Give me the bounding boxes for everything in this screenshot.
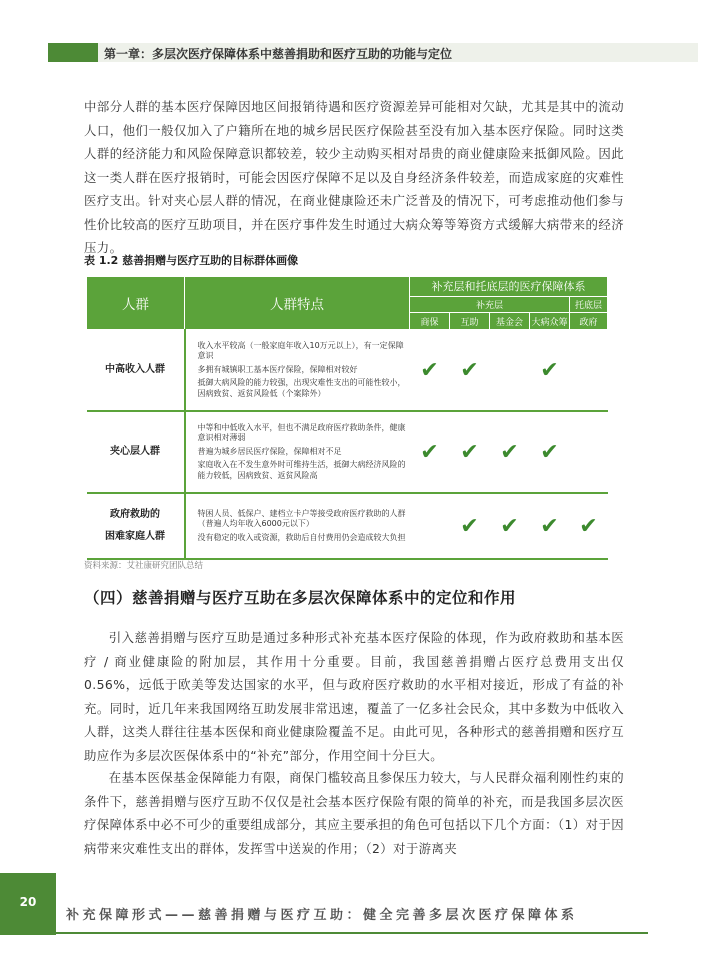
check-cell (410, 493, 450, 559)
paragraph-2: 引入慈善捐赠与医疗互助是通过多种形式补充基本医疗保险的体现，作为政府救助和基本医疗 / 商业健康险的附加层，其作用十分重要。目前，我国慈善捐赠占医疗总费用支出仅 0.56%，远低于欧美等发达国家的水平，但与政府医疗救助的水平相对接近，形成了有益的补充。同时，近几年来我国网络互助发展非常迅速，覆盖了一亿多社会民众，其中多数为中低收入人群，这类人群往往基本医保和商业健康险覆盖不足。由此可见，各种形式的慈善捐赠和医疗互助应作为多层次医保体系中的“补充”部分，作用空间十分巨大。 (84, 630, 624, 763)
feature-item: 家庭收入在不发生意外时可维持生活，抵御大病经济风险的能力较低，因病致贫、返贫风险高 (197, 460, 406, 480)
group-label-line: 困难家庭人群 (105, 531, 165, 542)
feature-item: 多拥有城镇职工基本医疗保险，保障相对较好 (197, 364, 358, 374)
subcol-foundation: 基金会 (490, 313, 530, 330)
table-row (87, 330, 608, 412)
table-row (87, 411, 608, 493)
check-icon: ✔ (540, 439, 559, 465)
check-icon: ✔ (420, 357, 439, 383)
check-icon: ✔ (500, 513, 519, 539)
row-features (185, 330, 410, 412)
check-cell (530, 330, 570, 412)
check-cell (490, 493, 530, 559)
check-cell (570, 411, 608, 493)
header-baseline: 托底层 (570, 296, 608, 313)
table-row (87, 493, 608, 559)
feature-item: 没有稳定的收入或资源，救助后自付费用仍会造成较大负担 (197, 532, 406, 542)
check-cell (410, 330, 450, 412)
page-number: 20 (19, 895, 37, 909)
section-heading: （四）慈善捐赠与医疗互助在多层次保障体系中的定位和作用 (84, 589, 517, 607)
header-system: 补充层和托底层的医疗保障体系 (410, 277, 608, 297)
check-cell (530, 493, 570, 559)
check-icon: ✔ (579, 513, 598, 539)
row-features (185, 493, 410, 559)
header-features: 人群特点 (185, 277, 410, 330)
check-icon: ✔ (460, 357, 479, 383)
check-cell (410, 411, 450, 493)
chapter-title: 第一章：多层次医疗保障体系中慈善捐助和医疗互助的功能与定位 (104, 47, 453, 61)
check-icon: ✔ (540, 357, 559, 383)
subcol-mutual: 互助 (450, 313, 490, 330)
check-icon: ✔ (540, 513, 559, 539)
check-cell (490, 411, 530, 493)
paragraph-3: 在基本医保基金保障能力有限，商保门槛较高且参保压力较大，与人民群众福利刚性约束的条件下，慈善捐赠与医疗互助不仅仅是社会基本医疗保险有限的简单的补充，而是我国多层次医疗保障体系中必不可少的重要组成部分，其应主要承担的角色可包括以下几个方面：（1）对于因病带来灾难性支出的群体，发挥雪中送炭的作用；（2）对于游离夹 (84, 770, 624, 856)
row-group-label: 中高收入人群 (87, 330, 185, 412)
table-caption: 表 1.2 慈善捐赠与医疗互助的目标群体画像 (84, 254, 299, 267)
row-group-label (87, 493, 185, 559)
header-supplementary: 补充层 (410, 296, 570, 313)
footer-title: 补充保障形式——慈善捐赠与医疗互助：健全完善多层次医疗保障体系 (66, 908, 578, 923)
row-group-label: 夹心层人群 (87, 411, 185, 493)
check-cell (570, 330, 608, 412)
header-accent-bar (48, 43, 98, 62)
check-cell (570, 493, 608, 559)
footer-rule (56, 932, 648, 934)
feature-item: 普遍为城乡居民医疗保险，保障相对不足 (197, 446, 342, 456)
paragraph-1: 中部分人群的基本医疗保障因地区间报销待遇和医疗资源差异可能相对欠缺，尤其是其中的流动人口，他们一般仅加入了户籍所在地的城乡居民医疗保险甚至没有加入基本医疗保险。同时这类人群的经济能力和风险保障意识都较差，较少主动购买相对昂贵的商业健康险来抵御风险。因此这一类人群在医疗报销时，可能会因医疗保障不足以及自身经济条件较差，而造成家庭的灾难性医疗支出。针对夹心层人群的情况，在商业健康险还未广泛普及的情况下，可考虑推动他们参与性价比较高的医疗互助项目，并在医疗事件发生时通过大病众筹等筹资方式缓解大病带来的经济压力。 (84, 99, 624, 255)
check-icon: ✔ (500, 439, 519, 465)
check-cell (450, 493, 490, 559)
check-cell (490, 330, 530, 412)
feature-item: 中等和中低收入水平，但也不满足政府医疗救助条件，健康意识相对薄弱 (197, 422, 406, 443)
check-icon: ✔ (420, 439, 439, 465)
check-icon: ✔ (460, 513, 479, 539)
subcol-commercial: 商保 (410, 313, 450, 330)
check-icon: ✔ (460, 439, 479, 465)
feature-item: 收入水平较高（一般家庭年收入10万元以上），有一定保障意识 (197, 340, 404, 361)
feature-item: 抵御大病风险的能力较强，出现灾难性支出的可能性较小，因病致贫、返贫风险低（个案除外） (197, 378, 406, 398)
check-cell (450, 411, 490, 493)
check-cell (450, 330, 490, 412)
target-group-table (86, 276, 608, 560)
subcol-crowdfunding: 大病众筹 (530, 313, 570, 330)
header-group: 人群 (87, 277, 185, 330)
row-features (185, 411, 410, 493)
check-cell (530, 411, 570, 493)
subcol-government: 政府 (570, 313, 608, 330)
feature-item: 特困人员、低保户、建档立卡户等接受政府医疗救助的人群（普遍人均年收入6000元以下） (197, 508, 406, 529)
table-source: 资料来源：艾社康研究团队总结 (84, 561, 204, 571)
group-label-line: 政府救助的 (110, 509, 160, 520)
